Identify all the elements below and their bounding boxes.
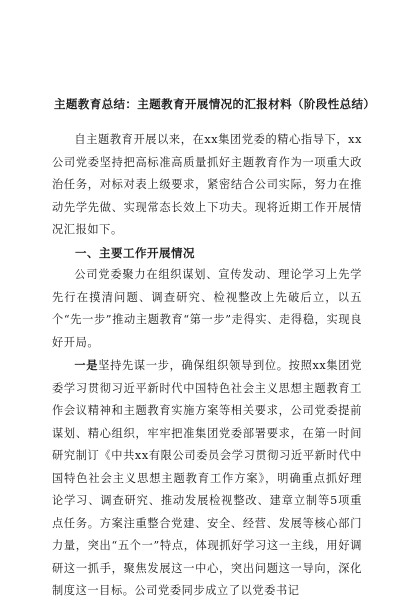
point-text: 坚持先谋一步，确保组织领导到位。按照xx集团党委学习贯彻习近平新时代中国特色社会主义思想主题教育工作会议精神和主题教育实施方案等相关要求，公司党委提前谋划、精心组织，牢牢把准集团党委部署要求，在第一时间研究制订《中共xx有限公司委员会学习贯彻习近平新时代中国特色社会主义思想主题教育工作方案》，明确重点抓好理论学习、调查研究、推动发展检视整改、建章立制等5项重点任务。方案注重整合党建、安全、经营、发展等核心部门力量，突出“五个一”特点，体现抓好学习这一主线，用好调研这一抓手，聚焦发展这一中心，突出问题这一导向，深化制度这一目标。公司党委同步成立了以党委书记: [52, 359, 362, 597]
point-lead: 一是: [74, 358, 99, 372]
document-title: 主题教育总结：主题教育开展情况的汇报材料（阶段性总结）: [54, 97, 376, 111]
section-paragraph: 公司党委聚力在组织谋划、宣传发动、理论学习上先学先行在摸清问题、调查研究、检视整改上先破后立，以五个“先一步”推动主题教育“第一步”走得实、走得稳，实现良好开局。: [52, 268, 362, 349]
intro-paragraph: 自主题教育开展以来，在xx集团党委的精心指导下，xx公司党委坚持把高标准高质量抓好主题教育作为一项重大政治任务，对标对表上级要求，紧密结合公司实际，努力在推动先学先做、实现常态长效上下功夫。现将近期工作开展情况汇报如下。: [52, 133, 362, 236]
section-heading: 一、主要工作开展情况: [75, 245, 195, 260]
point-paragraph: [52, 354, 362, 603]
